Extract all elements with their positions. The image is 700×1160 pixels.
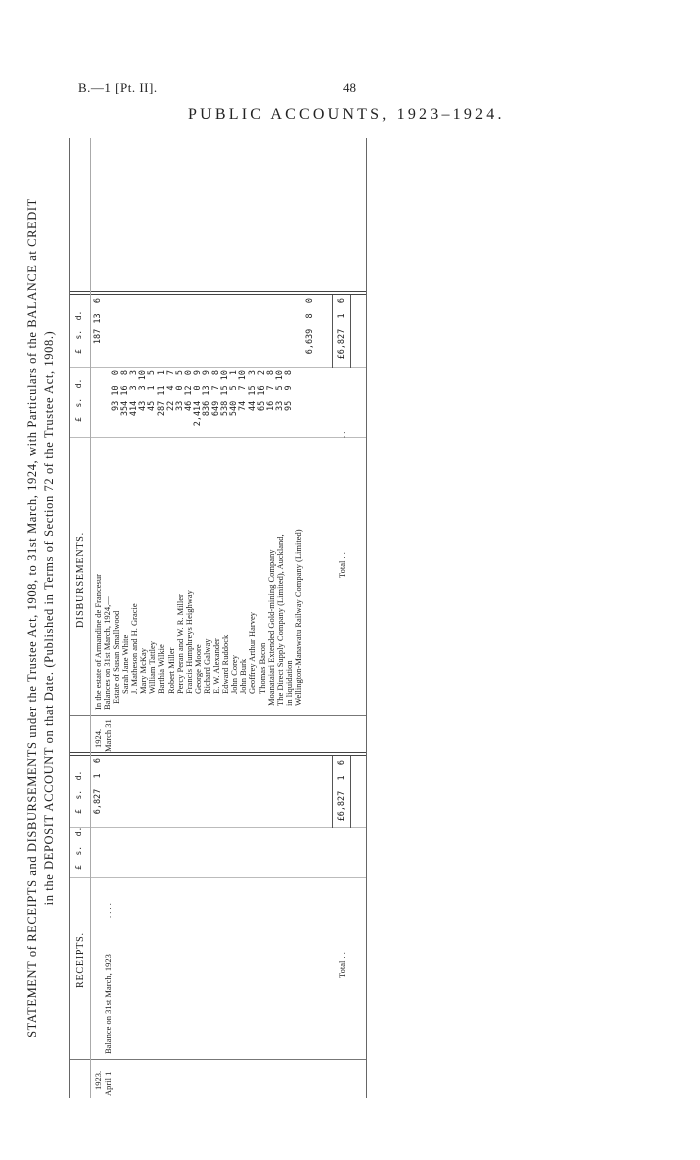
disbursements-date-day: March 31 bbox=[103, 719, 113, 752]
receipts-currency-heading: £ s. d. bbox=[74, 826, 83, 870]
balances-label: Balances on 31st March, 1924,— bbox=[102, 596, 112, 710]
disbursements-currency-heading: £ s. d. bbox=[74, 378, 83, 422]
estate-name: The Direct Supply Company (Limited), Auckland, bbox=[274, 534, 285, 706]
estate-amount: 44 15 3 bbox=[247, 370, 258, 411]
estate-amount: 540 5 1 bbox=[229, 370, 240, 417]
estate-name: E. W. Alexander bbox=[211, 638, 221, 694]
estate-name: William Tattley bbox=[147, 641, 158, 694]
disbursements-total-label: Total . . bbox=[337, 552, 347, 578]
estate-amount: 43 3 10 bbox=[138, 370, 149, 411]
receipt-item-amount: 6,827 1 6 bbox=[93, 758, 103, 815]
disbursement-first-amount: 187 13 6 bbox=[93, 298, 103, 345]
estate-name: Thomas Bacon bbox=[256, 642, 267, 694]
receipts-total-label: Total . . bbox=[337, 952, 347, 978]
statement-subtitle: in the DEPOSIT ACCOUNT on that Date. (Published in Terms of Section 72 of the Trustee Act, 1908.) bbox=[42, 330, 56, 906]
estate-name: Moanataiari Extended Gold-mining Company bbox=[265, 549, 276, 706]
disbursements-date-year: 1924. bbox=[93, 728, 103, 748]
estate-name: John Burk bbox=[238, 658, 249, 694]
disbursements-currency-heading-2: £ s. d. bbox=[74, 310, 83, 354]
page-title: PUBLIC ACCOUNTS, 1923–1924. bbox=[188, 106, 505, 123]
estate-name: Robert Miller bbox=[165, 647, 176, 694]
receipt-leader-dots: . . . . bbox=[103, 903, 113, 918]
estate-amount: 2,414 0 9 bbox=[192, 370, 203, 427]
estate-name: Mary McKay bbox=[138, 647, 149, 694]
statement-table bbox=[69, 138, 367, 1098]
estate-name: John Corey bbox=[229, 655, 240, 694]
estate-amount: 354 16 8 bbox=[120, 370, 131, 417]
estate-name: Percy Peran and W. R. Miller bbox=[174, 594, 185, 694]
estate-name: Barthia Wilkie bbox=[156, 644, 167, 694]
estate-amount: 45 1 5 bbox=[147, 370, 158, 411]
receipts-total-amount: £6,827 1 6 bbox=[337, 760, 347, 822]
estate-name: Wellington-Manawatu Railway Company (Limited) bbox=[292, 529, 303, 706]
estate-amount: 22 4 7 bbox=[165, 370, 176, 411]
estate-amount: 16 7 8 bbox=[265, 370, 276, 411]
rotated-statement bbox=[25, 138, 385, 1098]
page-reference: B.—1 [Pt. II]. bbox=[78, 80, 158, 95]
estate-amount: 414 3 3 bbox=[129, 370, 140, 417]
estate-name: Geoffrey Arthur Harvey bbox=[247, 612, 258, 694]
disbursements-heading: DISBURSEMENTS. bbox=[75, 532, 86, 628]
estate-amount: 95 9 8 bbox=[283, 370, 294, 411]
receipts-currency-heading-2: £ s. d. bbox=[74, 770, 83, 814]
estate-amount: 65 16 2 bbox=[256, 370, 267, 411]
receipts-date-day: April 1 bbox=[103, 1071, 113, 1096]
balances-total: 6,639 8 0 bbox=[305, 298, 315, 355]
estate-name: Richard Galway bbox=[201, 638, 212, 694]
estate-amount: 46 12 0 bbox=[183, 370, 194, 411]
estate-amount: 287 11 1 bbox=[156, 370, 167, 417]
page-number: 48 bbox=[343, 80, 356, 95]
estate-name: Sarah Jane White bbox=[120, 634, 130, 694]
statement-title: STATEMENT of RECEIPTS and DISBURSEMENTS under the Trustee Act, 1908, to 31st March, 1924, with Particulars of the BALANCE at CREDIT bbox=[25, 198, 39, 1038]
estate-amount: 649 7 8 bbox=[211, 370, 222, 417]
estate-name: in liquidation bbox=[283, 660, 294, 706]
disbursements-total-amount: £6,827 1 6 bbox=[337, 298, 347, 360]
disbursement-first-item: In the estate of Armandine de Francesur bbox=[93, 574, 103, 710]
estate-name: George Moore bbox=[192, 644, 203, 694]
receipts-date-year: 1923. bbox=[93, 1070, 103, 1090]
receipt-item-text: Balance on 31st March, 1923 bbox=[103, 954, 113, 1054]
estate-name: Francis Humphreys Heighway bbox=[183, 590, 194, 694]
estate-amount: 538 15 10 bbox=[220, 370, 231, 417]
estate-name: J. Matheson and H. Gracie bbox=[129, 603, 140, 694]
estate-amount: 93 10 0 bbox=[111, 370, 121, 411]
estate-amount: 74 7 10 bbox=[238, 370, 249, 411]
disbursements-total-dots: . . bbox=[337, 431, 347, 438]
estate-amount: 33 5 10 bbox=[274, 370, 285, 411]
estate-amount: 836 13 9 bbox=[202, 370, 212, 417]
estate-amount: 33 0 5 bbox=[174, 370, 185, 411]
estate-label: Estate of Susan Smallwood bbox=[111, 610, 121, 704]
receipts-heading: RECEIPTS. bbox=[75, 932, 86, 988]
estate-name: Edward Ruddock bbox=[220, 634, 231, 694]
